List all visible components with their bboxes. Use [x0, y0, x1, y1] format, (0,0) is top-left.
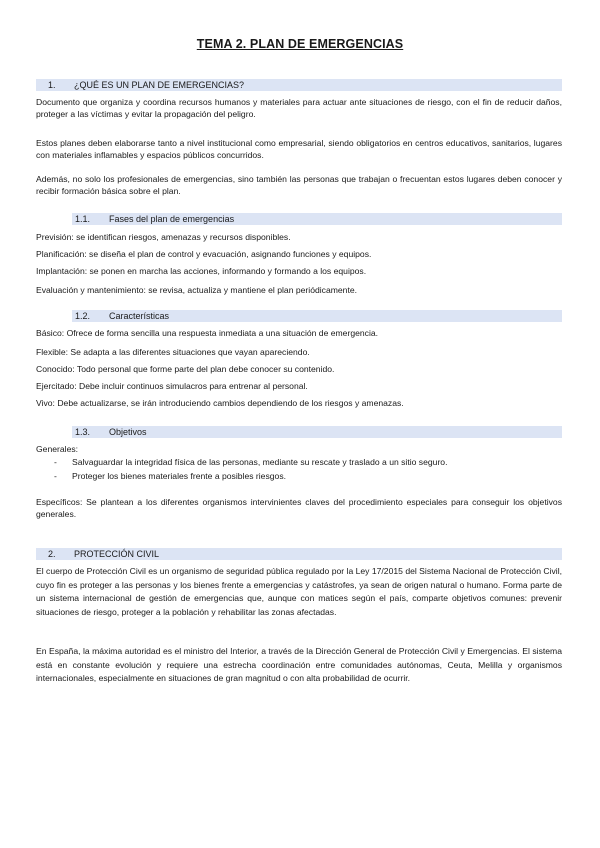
- subsection-1-3-heading: Objetivos: [109, 427, 147, 437]
- list-item: Flexible: Se adapta a las diferentes situaciones que vayan apareciendo.: [36, 347, 310, 357]
- subsection-1-2-number: 1.2.: [75, 311, 91, 321]
- section-1-paragraph-1: Documento que organiza y coordina recursos humanos y materiales para actuar ante situaciones de riesgo, con el fin de reducir daños, proteger a las víctimas y evitar la propagación del peligro.: [36, 97, 562, 119]
- list-item: Previsión: se identifican riesgos, amenazas y recursos disponibles.: [36, 232, 291, 242]
- bullet-item: Salvaguardar la integridad física de las personas, mediante su rescate y traslado a un sitio seguro.: [72, 457, 448, 467]
- section-2-paragraph-2: En España, la máxima autoridad es el ministro del Interior, a través de la Dirección General de Protección Civil y Emergencias. El sistema está en constante evolución y requiere una estrecha coordinación entre comunidades autónomas, Ceuta, Melilla y organismos internacionales, especialmente en situaciones de gran magnitud o con alta probabilidad de ocurrir.: [36, 646, 562, 683]
- bullet-item: Proteger los bienes materiales frente a posibles riesgos.: [72, 471, 287, 481]
- section-1-paragraph-3: Además, no solo los profesionales de emergencias, sino también las personas que trabajan o frecuentan estos lugares deben conocer y recibir formación básica sobre el plan.: [36, 174, 562, 196]
- bullet-dash: -: [54, 471, 57, 481]
- list-item: Ejercitado: Debe incluir continuos simulacros para entrenar al personal.: [36, 381, 308, 391]
- section-2-number: 2.: [48, 549, 56, 559]
- list-item: Planificación: se diseña el plan de control y evacuación, asignando funciones y equipos.: [36, 249, 372, 259]
- section-1-number: 1.: [48, 80, 56, 90]
- section-1-heading: ¿QUÉ ES UN PLAN DE EMERGENCIAS?: [74, 80, 245, 90]
- list-item: Implantación: se ponen en marcha las acciones, informando y formando a los equipos.: [36, 266, 367, 276]
- page-title: TEMA 2. PLAN DE EMERGENCIAS: [196, 37, 404, 51]
- especificos-paragraph: Específicos: Se plantean a los diferentes organismos intervinientes claves del procedimiento especiales para conseguir los objetivos generales.: [36, 497, 562, 519]
- list-item: Conocido: Todo personal que forme parte del plan debe conocer su contenido.: [36, 364, 335, 374]
- section-1-paragraph-2: Estos planes deben elaborarse tanto a nivel institucional como empresarial, siendo obligatorios en centros educativos, sanitarios, lugares con materiales inflamables y espacios públicos concurridos.: [36, 138, 562, 160]
- subsection-1-3-number: 1.3.: [75, 427, 91, 437]
- section-2-heading-bar: [36, 548, 562, 560]
- subsection-1-3-heading-bar: [72, 426, 562, 438]
- subsection-1-2-heading-bar: [72, 310, 562, 322]
- generales-label: Generales:: [36, 444, 79, 454]
- bullet-dash: -: [54, 457, 57, 467]
- subsection-1-2-heading: Características: [109, 311, 170, 321]
- section-1-heading-bar: [36, 79, 562, 91]
- subsection-1-1-number: 1.1.: [75, 214, 91, 224]
- section-2-paragraph-1: El cuerpo de Protección Civil es un organismo de seguridad pública regulado por la Ley 17/2015 del Sistema Nacional de Protección Civil, cuyo fin es proteger a las personas y los bienes frente a emergencias y catástrofes, ya sean de origen natural o humano. Forma parte de un sistema internacional de gestión de emergencias que, aunque con matices según el país, comparte objetivos comunes: prevenir situaciones de riesgo, proteger a la población y rehabilitar las zonas afectadas.: [36, 566, 562, 617]
- subsection-1-1-heading-bar: [72, 213, 562, 225]
- section-2-heading: PROTECCIÓN CIVIL: [74, 549, 160, 559]
- list-item: Vivo: Debe actualizarse, se irán introduciendo cambios dependiendo de los riesgos y amenazas.: [36, 398, 404, 408]
- list-item: Evaluación y mantenimiento: se revisa, actualiza y mantiene el plan periódicamente.: [36, 285, 358, 295]
- list-item: Básico: Ofrece de forma sencilla una respuesta inmediata a una situación de emergencia.: [36, 328, 379, 338]
- subsection-1-1-heading: Fases del plan de emergencias: [109, 214, 235, 224]
